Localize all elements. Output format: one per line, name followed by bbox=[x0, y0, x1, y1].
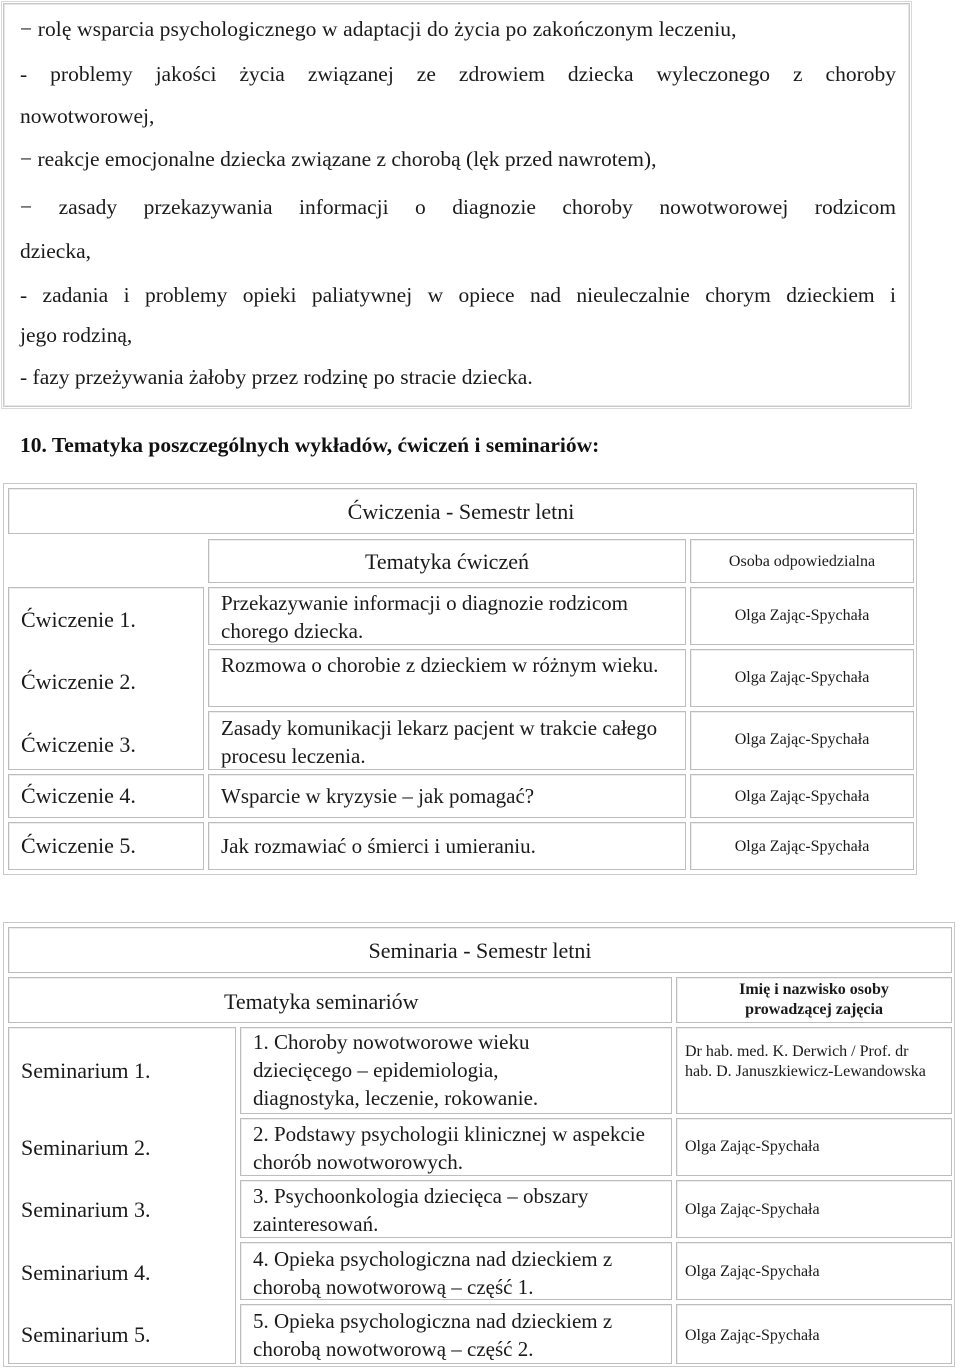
exercise-person: Olga Zając-Spychała bbox=[734, 788, 870, 805]
seminars-topic-header: Tematyka seminariów bbox=[224, 989, 419, 1014]
topic-list-box bbox=[3, 3, 910, 407]
seminar-topic-cell bbox=[240, 1180, 672, 1238]
exercise-topic-cell bbox=[208, 649, 686, 707]
exercise-person-cell bbox=[690, 649, 914, 707]
exercise-topic-cell bbox=[208, 587, 686, 645]
exercises-topic-header: Tematyka ćwiczeń bbox=[365, 549, 529, 574]
seminar-label: Seminarium 5. bbox=[21, 1322, 151, 1347]
seminar-label: Seminarium 2. bbox=[21, 1135, 151, 1160]
list-line: - problemy jakości życia związanej ze zdrowiem dziecka wyleczonego z choroby bbox=[20, 62, 896, 86]
list-line: jego rodziną, bbox=[20, 323, 133, 347]
exercises-label-cell bbox=[8, 587, 204, 770]
exercises-topic-header-cell bbox=[208, 539, 686, 583]
seminar-topic: 5. Opieka psychologiczna nad dzieckiem z chorobą nowotworową – część 2. bbox=[253, 1309, 613, 1361]
list-line: − reakcje emocjonalne dziecka związane z chorobą (lęk przed nawrotem), bbox=[20, 147, 657, 171]
list-line: - fazy przeżywania żałoby przez rodzinę po stracie dziecka. bbox=[20, 365, 533, 389]
seminars-table bbox=[3, 922, 955, 1367]
seminar-person: Olga Zając-Spychała bbox=[685, 1263, 820, 1280]
seminar-person: Olga Zając-Spychała bbox=[685, 1327, 820, 1344]
exercise-topic: Zasady komunikacji lekarz pacjent w trakcie całego procesu leczenia. bbox=[221, 716, 658, 768]
exercise-label-cell bbox=[8, 822, 204, 870]
exercise-person: Olga Zając-Spychała bbox=[734, 731, 870, 748]
exercise-person: Olga Zając-Spychała bbox=[734, 669, 870, 686]
seminar-label: Seminarium 1. bbox=[21, 1058, 151, 1083]
seminar-topic: 1. Choroby nowotworowe wieku dziecięcego – epidemiologia, diagnostyka, leczenie, rokowanie. bbox=[253, 1030, 539, 1110]
exercises-title-cell bbox=[8, 488, 914, 534]
exercise-topic-cell bbox=[208, 711, 686, 770]
exercise-label: Ćwiczenie 2. bbox=[21, 669, 136, 694]
seminar-person: Olga Zając-Spychała bbox=[685, 1201, 820, 1218]
exercise-person-cell bbox=[690, 587, 914, 645]
seminars-label-cell bbox=[8, 1027, 236, 1364]
exercise-person-cell bbox=[690, 711, 914, 770]
exercise-person: Olga Zając-Spychała bbox=[734, 838, 870, 855]
exercise-label: Ćwiczenie 4. bbox=[21, 783, 136, 808]
seminars-title: Seminaria - Semestr letni bbox=[368, 938, 592, 963]
exercise-person: Olga Zając-Spychała bbox=[734, 607, 870, 624]
exercises-title: Ćwiczenia - Semestr letni bbox=[347, 499, 575, 524]
seminar-person-cell bbox=[676, 1027, 952, 1114]
seminar-topic-cell bbox=[240, 1118, 672, 1176]
exercise-topic-cell bbox=[208, 822, 686, 870]
seminar-person-cell bbox=[676, 1180, 952, 1238]
exercises-table bbox=[3, 483, 917, 875]
seminar-topic-cell bbox=[240, 1027, 672, 1114]
exercise-label-cell bbox=[8, 774, 204, 818]
seminars-topic-header-cell bbox=[8, 977, 672, 1023]
exercise-topic: Wsparcie w kryzysie – jak pomagać? bbox=[221, 784, 535, 808]
seminar-person-cell bbox=[676, 1304, 952, 1364]
exercise-topic: Rozmowa o chorobie z dzieckiem w różnym wieku. bbox=[221, 653, 659, 677]
seminars-person-header: Imię i nazwisko osoby prowadzącej zajęcia bbox=[739, 981, 889, 1018]
exercise-topic: Jak rozmawiać o śmierci i umieraniu. bbox=[221, 834, 536, 858]
list-line: dziecka, bbox=[20, 239, 92, 263]
seminar-label: Seminarium 4. bbox=[21, 1260, 151, 1285]
exercise-topic: Przekazywanie informacji o diagnozie rodzicom chorego dziecka. bbox=[221, 591, 628, 643]
seminars-person-header-cell bbox=[676, 977, 952, 1023]
list-line: nowotworowej, bbox=[20, 104, 155, 128]
seminar-topic: 4. Opieka psychologiczna nad dzieckiem z chorobą nowotworową – część 1. bbox=[253, 1247, 613, 1299]
seminar-topic: 2. Podstawy psychologii klinicznej w aspekcie chorób nowotworowych. bbox=[253, 1122, 645, 1174]
list-line: − rolę wsparcia psychologicznego w adaptacji do życia po zakończonym leczeniu, bbox=[20, 17, 737, 41]
seminar-topic-cell bbox=[240, 1304, 672, 1364]
list-line: − zasady przekazywania informacji o diagnozie choroby nowotworowej rodzicom bbox=[20, 195, 896, 219]
exercise-person-cell bbox=[690, 822, 914, 870]
exercise-label: Ćwiczenie 3. bbox=[21, 732, 136, 757]
list-line: - zadania i problemy opieki paliatywnej w opiece nad nieuleczalnie chorym dzieckiem i bbox=[20, 283, 896, 307]
section-heading: 10. Tematyka poszczególnych wykładów, ćwiczeń i seminariów: bbox=[20, 433, 600, 457]
seminar-person: Dr hab. med. K. Derwich / Prof. dr hab. D. Januszkiewicz-Lewandowska bbox=[685, 1043, 926, 1080]
seminar-person-cell bbox=[676, 1118, 952, 1176]
seminar-topic-cell bbox=[240, 1242, 672, 1300]
exercise-person-cell bbox=[690, 774, 914, 818]
exercise-label: Ćwiczenie 5. bbox=[21, 833, 136, 858]
exercises-person-header-cell bbox=[690, 539, 914, 583]
seminar-person-cell bbox=[676, 1242, 952, 1300]
exercises-person-header: Osoba odpowiedzialna bbox=[728, 553, 876, 570]
exercise-topic-cell bbox=[208, 774, 686, 818]
seminar-topic: 3. Psychoonkologia dziecięca – obszary zainteresowań. bbox=[253, 1184, 589, 1236]
seminar-label: Seminarium 3. bbox=[21, 1197, 151, 1222]
exercise-label: Ćwiczenie 1. bbox=[21, 607, 136, 632]
seminar-person: Olga Zając-Spychała bbox=[685, 1138, 820, 1155]
seminars-title-cell bbox=[8, 927, 952, 973]
